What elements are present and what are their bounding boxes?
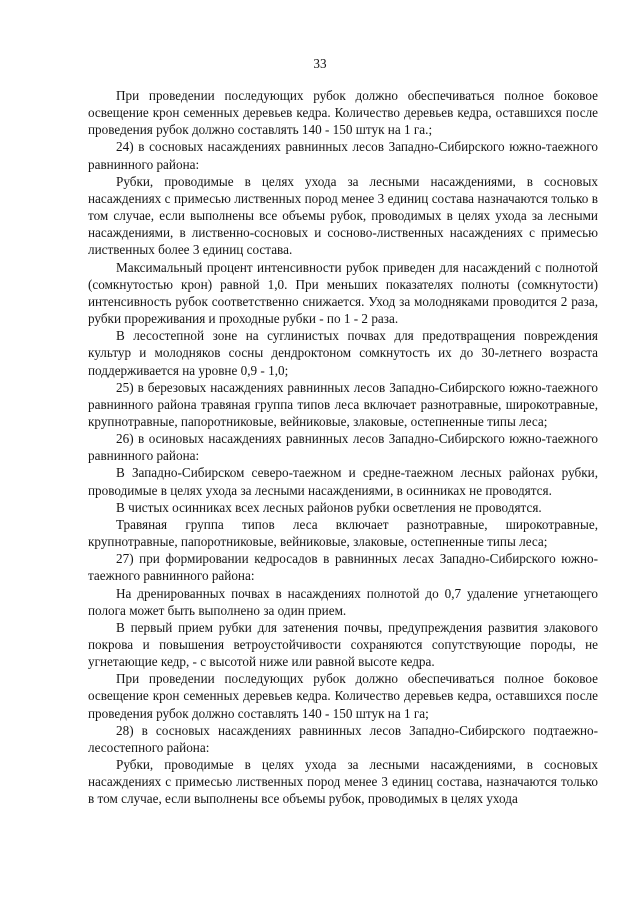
- paragraph: 27) при формировании кедросадов в равнинных лесах Западно-Сибирского южно-таежного равнинного района:: [88, 551, 598, 584]
- paragraph: В первый прием рубки для затенения почвы, предупреждения развития злакового покрова и повышения ветроустойчивости сохраняются сопутствующие породы, не угнетающие кедр, - с высотой ниже или равной высоте кедра.: [88, 619, 598, 670]
- paragraph: Рубки, проводимые в целях ухода за лесными насаждениями, в сосновых насаждениях с примесью лиственных пород менее 3 единиц состава назначаются только в том случае, если выполнены все объемы рубок, проводимых в целях ухода за лесными насаждениями, в лиственно-сосновых и сосново-лиственных насаждениях с примесью лиственных более 3 единиц состава.: [88, 173, 598, 258]
- paragraph: При проведении последующих рубок должно обеспечиваться полное боковое освещение крон семенных деревьев кедра. Количество деревьев кедра, оставшихся после проведения рубок должно составлять 140 - 150 штук на 1 га;: [88, 671, 598, 721]
- paragraph: В чистых осинниках всех лесных районов рубки осветления не проводятся.: [116, 499, 542, 515]
- paragraph: На дренированных почвах в насаждениях полнотой до 0,7 удаление угнетающего полога может быть выполнено за один прием.: [88, 585, 598, 618]
- page-number: 33: [313, 56, 327, 71]
- paragraph: 26) в осиновых насаждениях равнинных лесов Западно-Сибирского южно-таежного равнинного района:: [88, 431, 598, 464]
- paragraph: 24) в сосновых насаждениях равнинных лесов Западно-Сибирского южно-таежного равнинного района:: [88, 139, 598, 172]
- paragraph: При проведении последующих рубок должно обеспечиваться полное боковое освещение крон семенных деревьев кедра. Количество деревьев кедра, оставшихся после проведения рубок должно составлять 140 - 150 штук на 1 га.;: [88, 88, 598, 138]
- paragraph: В лесостепной зоне на суглинистых почвах для предотвращения повреждения культур и молодняков сосны дендроктоном сомкнутость их до 30-летнего возраста поддерживается на уровне 0,9 - 1,0;: [88, 328, 598, 378]
- document-body: [88, 87, 598, 808]
- paragraph: Травяная группа типов леса включает разнотравные, широкотравные, крупнотравные, папоротниковые, вейниковые, злаковые, остепненные типы леса;: [88, 516, 598, 550]
- paragraph: Рубки, проводимые в целях ухода за лесными насаждениями, в сосновых насаждениях с примесью лиственных пород менее 3 единиц состава, назначаются только в том случае, если выполнены все объемы рубок, проводимых в целях ухода: [88, 757, 598, 807]
- paragraph: Максимальный процент интенсивности рубок приведен для насаждений с полнотой (сомкнутостью крон) равной 1,0. При меньших показателях полноты (сомкнутости) интенсивность рубок соответственно снижается. Уход за молодняками проводится 2 раза, рубки прореживания и проходные рубки - по 1 - 2 раза.: [88, 259, 598, 327]
- paragraph: 28) в сосновых насаждениях равнинных лесов Западно-Сибирского подтаежно-лесостепного района:: [88, 722, 598, 755]
- paragraph: 25) в березовых насаждениях равнинных лесов Западно-Сибирского южно-таежного равнинного района травяная группа типов леса включает разнотравные, широкотравные, крупнотравные, папоротниковые, вейниковые, злаковые, остепненные типы леса;: [88, 379, 598, 429]
- paragraph: В Западно-Сибирском северо-таежном и средне-таежном лесных районах рубки, проводимые в целях ухода за лесными насаждениями, в осинниках не проводятся.: [88, 465, 598, 498]
